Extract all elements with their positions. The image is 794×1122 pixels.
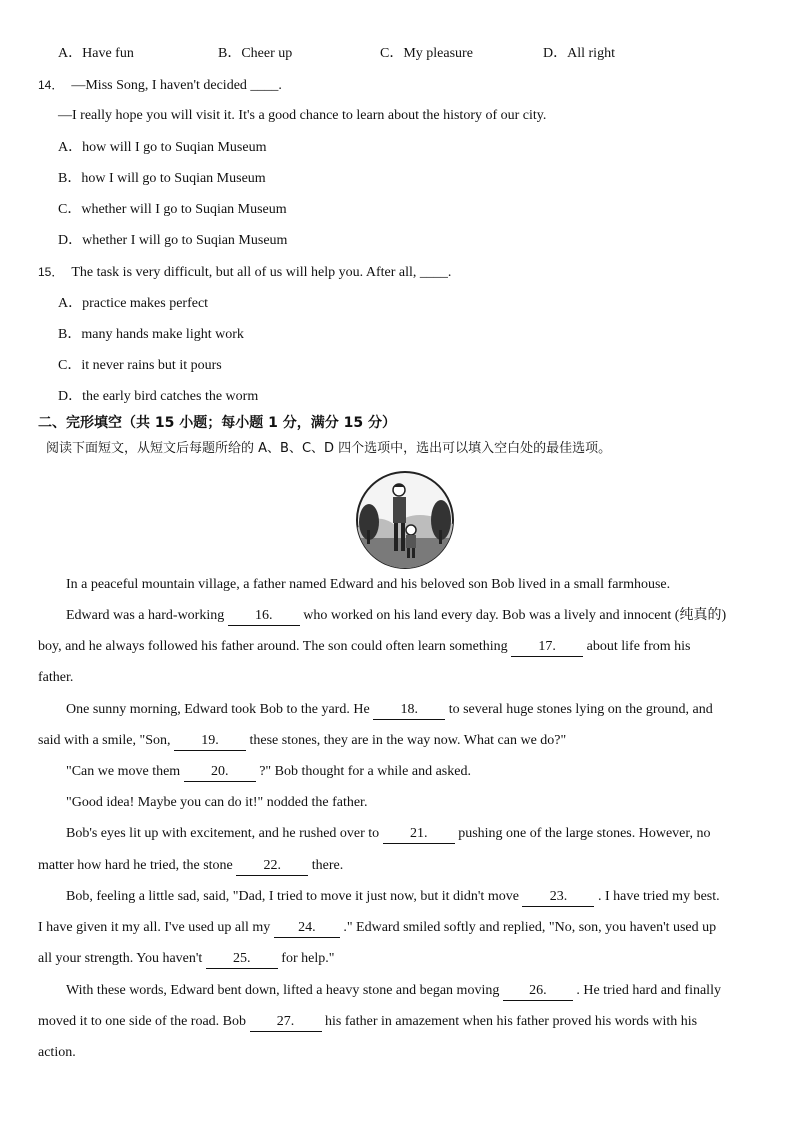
option-letter: C． xyxy=(58,358,82,373)
passage-text: who worked on his land every day. Bob was a lively and innocent (纯真的) xyxy=(303,608,727,623)
blank-22: 22. xyxy=(236,857,308,876)
passage-text: . He tried hard and finally xyxy=(576,983,721,998)
option-letter: A． xyxy=(58,296,83,311)
option-text: it never rains but it pours xyxy=(81,358,222,373)
option-letter: D． xyxy=(543,46,568,61)
option-letter: B． xyxy=(218,46,242,61)
passage-text: about life from his xyxy=(586,639,691,654)
passage-text: One sunny morning, Edward took Bob to the yard. He xyxy=(66,702,370,717)
section-heading: 二、完形填空（共 15 小题；每小题 1 分，满分 15 分） xyxy=(38,415,396,431)
q13-option-b xyxy=(218,45,292,63)
passage-line xyxy=(66,701,713,720)
q15-option-b xyxy=(58,326,244,344)
option-text: whether I will go to Suqian Museum xyxy=(82,233,288,248)
passage-text: pushing one of the large stones. However, no xyxy=(458,826,711,841)
passage-line xyxy=(66,607,726,626)
q15-option-c xyxy=(58,357,222,375)
passage-line xyxy=(38,638,690,657)
passage-text: ." Edward smiled softly and replied, "No, son, you haven't used up xyxy=(343,920,717,935)
blank-16: 16. xyxy=(228,607,300,626)
passage-line xyxy=(38,1013,697,1032)
passage-text: I have given it my all. I've used up all my xyxy=(38,920,271,935)
question-number: 15． xyxy=(38,265,64,279)
q14-option-b xyxy=(58,170,266,188)
blank-20: 20. xyxy=(184,763,256,782)
passage-text: boy, and he always followed his father around. The son could often learn something xyxy=(38,639,508,654)
q13-option-a xyxy=(58,45,134,63)
passage-text: said with a smile, "Son, xyxy=(38,733,171,748)
question-text: The task is very difficult, but all of us will help you. After all, ____. xyxy=(71,265,452,280)
q15-option-a xyxy=(58,295,208,313)
option-letter: B． xyxy=(58,327,82,342)
option-letter: A． xyxy=(58,140,83,155)
passage-text: these stones, they are in the way now. What can we do?" xyxy=(249,733,567,748)
passage-text: With these words, Edward bent down, lifted a heavy stone and began moving xyxy=(66,983,500,998)
option-text: All right xyxy=(567,46,615,61)
passage-text: all your strength. You haven't xyxy=(38,951,203,966)
option-letter: C． xyxy=(380,46,404,61)
option-letter: D． xyxy=(58,389,83,404)
option-text: Have fun xyxy=(82,46,134,61)
passage-text: . I have tried my best. xyxy=(597,889,720,904)
passage-line: action. xyxy=(38,1045,76,1060)
question-text: —Miss Song, I haven't decided ____. xyxy=(71,78,282,93)
q14-response: —I really hope you will visit it. It's a good chance to learn about the history of our city. xyxy=(58,108,547,123)
section-instruction: 阅读下面短文，从短文后每题所给的 A、B、C、D 四个选项中，选出可以填入空白处的最佳选项。 xyxy=(46,441,612,456)
father-son-illustration xyxy=(355,470,455,570)
option-text: practice makes perfect xyxy=(82,296,209,311)
passage-text: Bob, feeling a little sad, said, "Dad, I tried to move it just now, but it didn't move xyxy=(66,889,519,904)
blank-24: 24. xyxy=(274,919,340,938)
passage-line: In a peaceful mountain village, a father named Edward and his beloved son Bob lived in a small farmhouse. xyxy=(66,577,671,592)
option-letter: B． xyxy=(58,171,82,186)
q15-option-d xyxy=(58,388,258,406)
q14-option-a xyxy=(58,139,266,157)
option-letter: C． xyxy=(58,202,82,217)
passage-line: "Good idea! Maybe you can do it!" nodded the father. xyxy=(66,795,368,810)
passage-text: Edward was a hard-working xyxy=(66,608,225,623)
passage-text: moved it to one side of the road. Bob xyxy=(38,1014,247,1029)
passage-text: his father in amazement when his father proved his words with his xyxy=(325,1014,698,1029)
blank-21: 21. xyxy=(383,825,455,844)
passage-line xyxy=(66,825,710,844)
passage-text: ?" Bob thought for a while and asked. xyxy=(259,764,471,779)
q13-option-c xyxy=(380,45,473,63)
q15-stem xyxy=(38,263,451,282)
passage-line: father. xyxy=(38,670,74,685)
passage-text: there. xyxy=(311,858,344,873)
q14-stem xyxy=(38,76,282,95)
passage-line xyxy=(38,950,334,969)
option-text: whether will I go to Suqian Museum xyxy=(81,202,287,217)
blank-18: 18. xyxy=(373,701,445,720)
question-number: 14． xyxy=(38,78,64,92)
blank-26: 26. xyxy=(503,982,573,1001)
passage-line xyxy=(66,888,720,907)
passage-line xyxy=(38,919,716,938)
passage-text: to several huge stones lying on the ground, and xyxy=(448,702,713,717)
passage-line xyxy=(38,857,343,876)
passage-text: Bob's eyes lit up with excitement, and he rushed over to xyxy=(66,826,380,841)
option-text: many hands make light work xyxy=(81,327,244,342)
blank-25: 25. xyxy=(206,950,278,969)
option-text: how will I go to Suqian Museum xyxy=(82,140,267,155)
passage-line xyxy=(38,732,566,751)
blank-17: 17. xyxy=(511,638,583,657)
q14-option-d xyxy=(58,232,287,250)
option-text: My pleasure xyxy=(403,46,473,61)
option-text: the early bird catches the worm xyxy=(82,389,259,404)
passage-text: for help." xyxy=(281,951,335,966)
q14-option-c xyxy=(58,201,287,219)
blank-23: 23. xyxy=(522,888,594,907)
option-text: Cheer up xyxy=(241,46,293,61)
option-text: how I will go to Suqian Museum xyxy=(81,171,266,186)
q13-option-d xyxy=(543,45,615,63)
blank-19: 19. xyxy=(174,732,246,751)
option-letter: D． xyxy=(58,233,83,248)
passage-line xyxy=(66,982,721,1001)
passage-text: matter how hard he tried, the stone xyxy=(38,858,233,873)
passage-text: "Can we move them xyxy=(66,764,181,779)
passage-line xyxy=(66,763,471,782)
option-letter: A． xyxy=(58,46,83,61)
blank-27: 27. xyxy=(250,1013,322,1032)
